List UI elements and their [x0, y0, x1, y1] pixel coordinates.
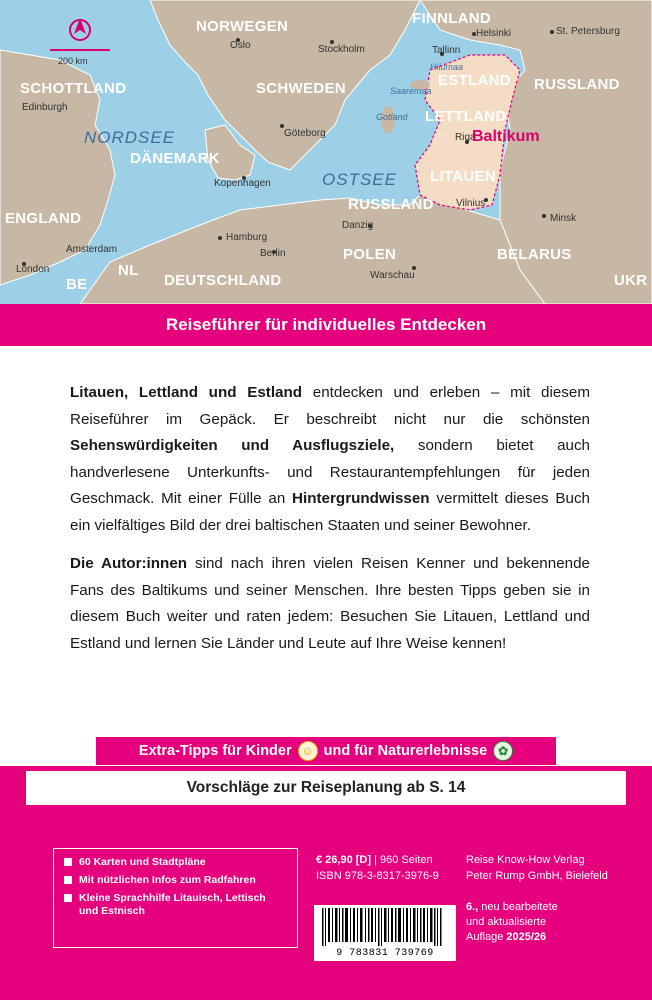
map-island-saaremaa: Saaremaa [390, 86, 432, 96]
map-country-russland: RUSSLAND [534, 76, 620, 93]
page-count: 960 Seiten [380, 854, 433, 866]
map-country-estland: ESTLAND [438, 72, 511, 89]
map-country-finnland: FINNLAND [412, 10, 492, 27]
map-island-gotland: Gotland [376, 112, 408, 122]
price-info: € 26,90 [D] | 960 Seiten ISBN 978-3-8317-3976-9 [316, 854, 439, 882]
feature-item: 60 Karten und Stadtpläne [64, 856, 287, 869]
isbn: ISBN 978-3-8317-3976-9 [316, 870, 439, 882]
map-city-vilnius: Vilnius [456, 198, 486, 209]
map-country-ukr: UKR [614, 272, 648, 289]
tagline-banner: Reiseführer für individuelles Entdecken [0, 304, 652, 346]
map-country-daenemark: DÄNEMARK [130, 150, 220, 167]
features-box [53, 848, 298, 948]
map [0, 0, 652, 304]
kid-icon: ☺ [298, 741, 318, 761]
map-scale: 200 km [58, 56, 88, 66]
map-city-st-petersburg: St. Petersburg [556, 26, 620, 37]
map-city-berlin: Berlin [260, 248, 286, 259]
map-country-be: BE [66, 276, 88, 293]
planning-bar: Vorschläge zur Reiseplanung ab S. 14 [26, 771, 626, 805]
map-country-nl: NL [118, 262, 139, 279]
publisher-info: Reise Know-How Verlag Peter Rump GmbH, Bielefeld [466, 854, 608, 882]
map-country-polen: POLEN [343, 246, 397, 263]
map-city-helsinki: Helsinki [476, 28, 512, 39]
checkbox-icon [64, 894, 72, 902]
map-country-schottland: SCHOTTLAND [20, 80, 127, 97]
description-paragraph-2: Die Autor:innen sind nach ihren vielen Reisen Kenner und bekennende Fans des Baltikums und seiner Menschen. Ihre besten Tipps geben sie in diesem Buch weiter und raten jedem: Besuchen Sie Litauen, Lettland und Estland und lernen Sie Länder und Leute auf Ihre Weise kennen! [70, 555, 590, 652]
map-city-warschau: Warschau [370, 270, 415, 281]
checkbox-icon [64, 858, 72, 866]
barcode-bars [314, 905, 456, 947]
map-country-england: ENGLAND [5, 210, 82, 227]
feature-item: Kleine Sprachhilfe Litauisch, Lettisch und Estnisch [64, 892, 287, 918]
map-highlight-baltikum: Baltikum [472, 128, 540, 145]
map-country-belarus: BELARUS [497, 246, 572, 263]
map-city-oslo: Oslo [230, 40, 251, 51]
checkbox-icon [64, 876, 72, 884]
map-city-kopenhagen: Kopenhagen [214, 178, 271, 189]
map-sea-nordsee: NORDSEE [84, 128, 176, 147]
map-country-deutschland: DEUTSCHLAND [164, 272, 282, 289]
feature-item: Mit nützlichen Infos zum Radfahren [64, 874, 287, 887]
butterfly-icon: ✿ [493, 741, 513, 761]
map-country-norwegen: NORWEGEN [196, 18, 289, 35]
map-sea-ostsee: OSTSEE [322, 170, 397, 189]
barcode-number: 9 783831 739769 [336, 948, 434, 959]
extra-tips-bar: Extra-Tipps für Kinder ☺ und für Naturerlebnisse ✿ [96, 737, 556, 765]
map-city-edinburgh: Edinburgh [22, 102, 68, 113]
map-city-goeteborg: Göteborg [284, 128, 326, 139]
barcode [314, 905, 456, 961]
map-country-lettland: LETTLAND [425, 108, 507, 125]
map-city-amsterdam: Amsterdam [66, 244, 118, 255]
price: € 26,90 [D] [316, 854, 372, 866]
map-city-minsk: Minsk [550, 213, 577, 224]
map-country-russland-kaliningrad: RUSSLAND [348, 196, 434, 213]
map-city-stockholm: Stockholm [318, 44, 365, 55]
map-city-hamburg: Hamburg [226, 232, 268, 243]
map-city-danzig: Danzig [342, 220, 374, 231]
description [70, 380, 590, 669]
description-paragraph-1: Litauen, Lettland und Estland entdecken und erleben – mit diesem Reiseführer im Gepäck. Er beschreibt nicht nur die schönsten Sehenswürdigkeiten und Ausflugsziele, sondern bietet auch handverlesene Unterkunfts- und Restaurantempfehlungen für jeden Geschmack. Mit einer Fülle an Hintergrundwissen vermittelt dieses Buch ein vielfältiges Bild der drei baltischen Staaten und seiner Bewohner. [70, 384, 591, 534]
map-country-schweden: SCHWEDEN [256, 80, 346, 97]
edition-info: 6., neu bearbeitete und aktualisierte Auflage 2025/26 [466, 901, 558, 943]
map-country-litauen: LITAUEN [430, 168, 496, 185]
map-city-london: London [16, 264, 50, 275]
map-city-riga: Riga [455, 132, 476, 143]
map-island-hiiumaa: Hiiumaa [430, 62, 464, 72]
map-city-tallinn: Tallinn [432, 45, 461, 56]
